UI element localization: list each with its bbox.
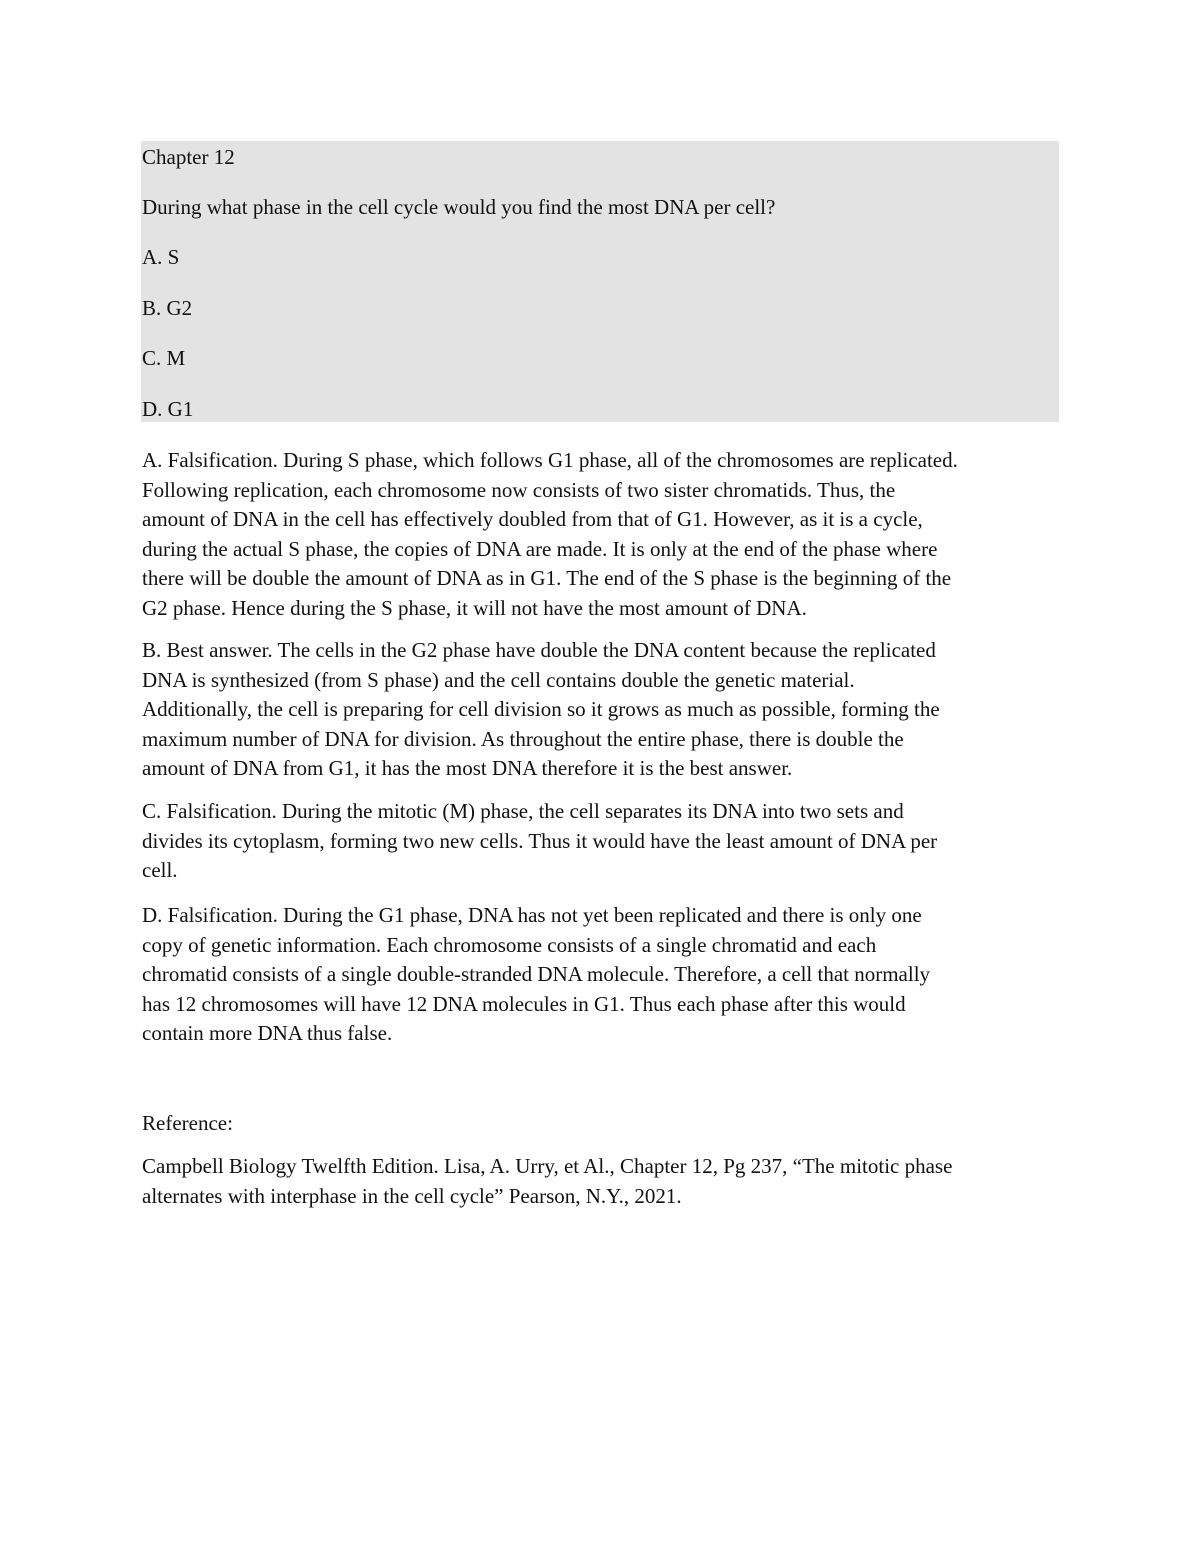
explanation-line: G2 phase. Hence during the S phase, it will not have the most amount of DNA. (142, 595, 807, 620)
explanation-line: DNA is synthesized (from S phase) and the cell contains double the genetic material. (142, 667, 855, 692)
reference-citation (142, 1152, 1062, 1211)
question-highlight-box (141, 141, 1059, 422)
explanation-line: during the actual S phase, the copies of DNA are made. It is only at the end of the phase where (142, 536, 938, 561)
explanation-line: Following replication, each chromosome now consists of two sister chromatids. Thus, the (142, 477, 896, 502)
reference-heading: Reference: (142, 1111, 233, 1135)
chapter-heading: Chapter 12 (142, 145, 235, 169)
explanation-line: cell. (142, 858, 178, 882)
explanation-d (142, 901, 1062, 1049)
explanation-line: chromatid consists of a single double-stranded DNA molecule. Therefore, a cell that normally (142, 962, 931, 986)
option-d: D. G1 (142, 397, 194, 421)
explanation-line: has 12 chromosomes will have 12 DNA molecules in G1. Thus each phase after this would (142, 991, 906, 1016)
explanation-a (142, 446, 1062, 623)
option-b: B. G2 (142, 296, 193, 320)
explanation-line: amount of DNA from G1, it has the most DNA therefore it is the best answer. (142, 756, 793, 780)
explanation-line: contain more DNA thus false. (142, 1021, 393, 1045)
explanation-c (142, 797, 1062, 886)
citation-line: Campbell Biology Twelfth Edition. Lisa, A. Urry, et Al., Chapter 12, Pg 237, “The mitotic phase (142, 1154, 953, 1178)
explanation-line: copy of genetic information. Each chromosome consists of a single chromatid and each (142, 932, 877, 957)
explanation-line: D. Falsification. During the G1 phase, DNA has not yet been replicated and there is only one (142, 903, 922, 927)
explanation-line: maximum number of DNA for division. As throughout the entire phase, there is double the (142, 726, 904, 751)
explanation-line: divides its cytoplasm, forming two new cells. Thus it would have the least amount of DNA per (142, 828, 938, 853)
explanation-line: C. Falsification. During the mitotic (M) phase, the cell separates its DNA into two sets and (142, 799, 904, 823)
citation-line: alternates with interphase in the cell cycle” Pearson, N.Y., 2021. (142, 1183, 682, 1208)
explanation-line: A. Falsification. During S phase, which follows G1 phase, all of the chromosomes are replicated. (142, 448, 958, 472)
explanation-b (142, 636, 1062, 784)
explanation-line: Additionally, the cell is preparing for cell division so it grows as much as possible, forming the (142, 697, 940, 721)
question-prompt: During what phase in the cell cycle would you find the most DNA per cell? (142, 195, 776, 219)
option-c: C. M (142, 346, 186, 370)
explanation-line: there will be double the amount of DNA as in G1. The end of the S phase is the beginning of the (142, 566, 952, 590)
explanation-line: amount of DNA in the cell has effectively doubled from that of G1. However, as it is a cycle, (142, 507, 923, 531)
explanation-line: B. Best answer. The cells in the G2 phase have double the DNA content because the replicated (142, 638, 936, 662)
option-a: A. S (142, 245, 180, 269)
